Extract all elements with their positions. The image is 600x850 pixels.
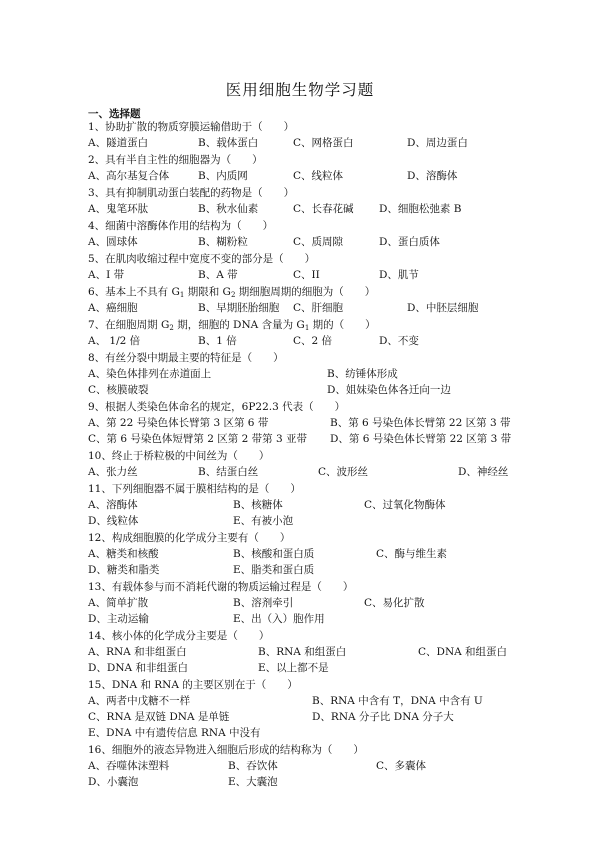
option: D、糖类和脂类 xyxy=(88,564,160,576)
option: D、蛋白质体 xyxy=(379,236,440,248)
section-heading: 一、选择题 xyxy=(88,108,141,120)
option: C、易化扩散 xyxy=(364,597,425,609)
option: B、纺锤体形成 xyxy=(327,368,398,380)
option: C、2 倍 xyxy=(293,335,333,347)
option: C、DNA 和组蛋白 xyxy=(418,646,508,658)
option: B、结蛋白丝 xyxy=(198,466,259,478)
option: E、脂类和蛋白质 xyxy=(233,564,315,576)
question-11: 11、下列细胞器不属于膜相结构的是（ ） xyxy=(88,483,301,495)
option: B、内质网 xyxy=(198,170,248,182)
question-13: 13、有载体参与而不消耗代谢的物质运输过程是（ ） xyxy=(88,581,354,593)
option: A、第 22 号染色体长臂第 3 区第 6 带 xyxy=(88,417,269,429)
option: D、DNA 和非组蛋白 xyxy=(88,662,188,674)
option: A、简单扩散 xyxy=(88,597,149,609)
option: A、隧道蛋白 xyxy=(88,137,149,149)
option: C、核膜破裂 xyxy=(88,384,149,396)
option: A、高尔基复合体 xyxy=(88,170,170,182)
option: C、肝细胞 xyxy=(293,302,344,314)
option: D、不变 xyxy=(379,335,419,347)
option: A、张力丝 xyxy=(88,466,138,478)
option: A、鬼笔环肽 xyxy=(88,203,149,215)
question-6: 6、基本上不具有 $G_1$ 期限和 $G_2$ 期细胞周期的细胞为（ ） xyxy=(88,286,376,299)
question-9: 9、根据人类染色体命名的规定，6P22.3 代表（ ） xyxy=(88,401,346,413)
option: D、线粒体 xyxy=(88,515,139,527)
option: A、RNA 和非组蛋白 xyxy=(88,646,187,658)
option: E、有被小泡 xyxy=(233,515,294,527)
option: D、RNA 分子比 DNA 分子大 xyxy=(312,711,454,723)
option: B、秋水仙素 xyxy=(198,203,259,215)
option: B、RNA 和组蛋白 xyxy=(258,646,347,658)
question-14: 14、核小体的化学成分主要是（ ） xyxy=(88,630,270,642)
option: C、过氧化物酶体 xyxy=(364,499,446,511)
page-title: 医用细胞生物学习题 xyxy=(225,81,375,99)
option: E、大囊泡 xyxy=(228,776,278,788)
option: C、网格蛋白 xyxy=(293,137,354,149)
option: A、染色体排列在赤道面上 xyxy=(88,368,212,380)
question-15: 15、DNA 和 RNA 的主要区别在于（ ） xyxy=(88,679,298,691)
option: C、线粒体 xyxy=(293,170,344,182)
option: D、主动运输 xyxy=(88,613,149,625)
option: E、以上都不是 xyxy=(258,662,329,674)
option: A、两者中戊糖不一样 xyxy=(88,695,191,707)
question-5: 5、在肌肉收缩过程中宽度不变的部分是（ ） xyxy=(88,253,316,265)
option: A、溶酶体 xyxy=(88,499,138,511)
option: C、多囊体 xyxy=(376,760,427,772)
option: D、肌节 xyxy=(379,269,419,281)
option: D、周边蛋白 xyxy=(407,137,468,149)
option: C、长春花碱 xyxy=(293,203,354,215)
option: C、RNA 是双链 DNA 是单链 xyxy=(88,711,230,723)
option: A、I 带 xyxy=(88,269,125,281)
option: A、圆球体 xyxy=(88,236,138,248)
option: B、溶剂牵引 xyxy=(233,597,294,609)
option: A、 1/2 倍 xyxy=(88,335,141,347)
option: D、第 6 号染色体长臂第 22 区第 3 带 xyxy=(330,433,512,445)
option: B、载体蛋白 xyxy=(198,137,259,149)
option: B、核酸和蛋白质 xyxy=(233,548,315,560)
question-8: 8、有丝分裂中期最主要的特征是（ ） xyxy=(88,352,284,364)
option: D、小囊泡 xyxy=(88,776,139,788)
option: E、出（入）胞作用 xyxy=(233,613,325,625)
option: B、第 6 号染色体长臂第 22 区第 3 带 xyxy=(330,417,511,429)
option: B、糊粉粒 xyxy=(198,236,248,248)
option: B、A 带 xyxy=(198,269,238,281)
option: A、癌细胞 xyxy=(88,302,138,314)
question-16: 16、细胞外的液态异物进入细胞后形成的结构称为（ ） xyxy=(88,744,364,756)
question-3: 3、具有抑制肌动蛋白装配的药物是（ ） xyxy=(88,187,295,199)
option: D、细胞松弛素 B xyxy=(379,203,462,215)
option: A、糖类和核酸 xyxy=(88,548,159,560)
option: C、波形丝 xyxy=(318,466,369,478)
question-10: 10、终止于桥粒极的中间丝为（ ） xyxy=(88,450,270,462)
question-1: 1、协助扩散的物质穿膜运输借助于（ ） xyxy=(88,121,295,133)
option: B、早期胚胎细胞 xyxy=(198,302,280,314)
option: B、吞饮体 xyxy=(228,760,278,772)
question-4: 4、细菌中溶酶体作用的结构为（ ） xyxy=(88,220,274,232)
option: B、RNA 中含有 T，DNA 中含有 U xyxy=(312,695,483,707)
question-7: 7、在细胞周期 $G_2$ 期，细胞的 DNA 含量为 $G_1$ 期的（ ） xyxy=(88,319,376,332)
option: B、1 倍 xyxy=(198,335,237,347)
option: D、神经丝 xyxy=(458,466,509,478)
option: C、质周隙 xyxy=(293,236,344,248)
option: A、吞噬体沫塑料 xyxy=(88,760,170,772)
option: C、酶与维生素 xyxy=(376,548,448,560)
option: D、姐妹染色体各迁向一边 xyxy=(327,384,451,396)
question-12: 12、构成细胞膜的化学成分主要有（ ） xyxy=(88,532,291,544)
option: C、II xyxy=(293,269,320,281)
option: D、中胚层细胞 xyxy=(407,302,479,314)
option: D、溶酶体 xyxy=(407,170,458,182)
option: E、DNA 中有遗传信息 RNA 中没有 xyxy=(88,727,261,739)
option: C、第 6 号染色体短臂第 2 区第 2 带第 3 亚带 xyxy=(88,433,307,445)
option: B、核糖体 xyxy=(233,499,283,511)
question-2: 2、具有半自主性的细胞器为（ ） xyxy=(88,154,263,166)
